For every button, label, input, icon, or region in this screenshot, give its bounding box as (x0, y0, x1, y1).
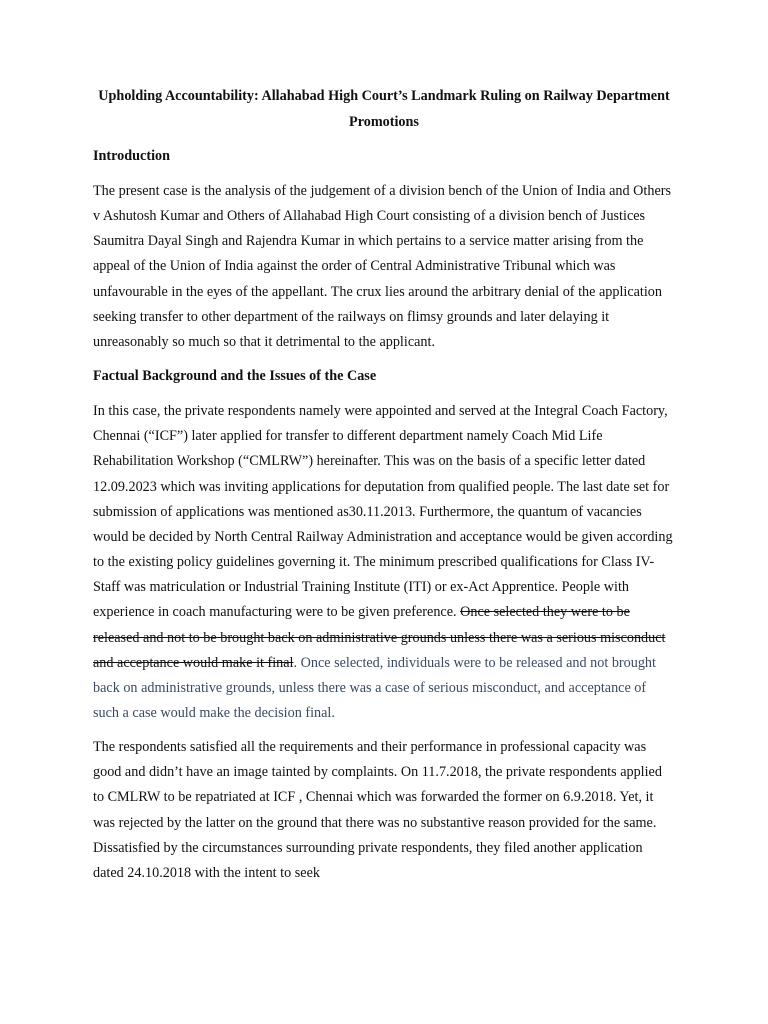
facts-text: In this case, the private respondents namely were appointed and served at the Integral Coach Factory, Chennai (“ICF”) later applied for transfer to different department namely Coach Mid Life Rehabilitation Workshop (“CMLRW”) hereinafter. This was on the basis of a specific letter dated 12.09.2023 which was inviting applications for deputation from qualified people. The last date set for submission of applications was mentioned as30.11.2013. Furthermore, the quantum of vacancies would be decided by North Central Railway Administration and acceptance would be given according to the existing policy guidelines governing it. The minimum prescribed qualifications for Class IV- Staff was matriculation or Industrial Training Institute (ITI) or ex-Act Apprentice. People with experience in coach manufacturing were to be given preference. (93, 403, 673, 621)
introduction-paragraph: The present case is the analysis of the judgement of a division bench of the Union of India and Others v Ashutosh Kumar and Others of Allahabad High Court consisting of a division bench of Justices Saumitra Dayal Singh and Rajendra Kumar in which pertains to a service matter arising from the appeal of the Union of India against the order of Central Administrative Tribunal which was unfavourable in the eyes of the appellant. The crux lies around the arbitrary denial of the application seeking transfer to other department of the railways on flimsy grounds and later delaying it unreasonably so much so that it detrimental to the applicant. (93, 183, 671, 350)
introduction-heading: Introduction (93, 148, 170, 164)
facts-paragraph (93, 399, 675, 726)
struck-text: Once selected they were to be released and not to be brought back on administrative grounds unless there was a serious misconduct and acceptance would make it final (93, 604, 666, 671)
facts-heading: Factual Background and the Issues of the Case (93, 368, 377, 385)
respondents-paragraph: The respondents satisfied all the requirements and their performance in professional capacity was good and didn’t have an image tainted by complaints. On 11.7.2018, the private respondents applied to CMLRW to be repatriated at ICF , Chennai which was forwarded the former on 6.9.2018. Yet, it was rejected by the latter on the ground that there was no substantive reason provided for the same. Dissatisfied by the circumstances surrounding private respondents, they filed another application dated 24.10.2018 with the intent to seek (93, 739, 662, 881)
revised-text: . Once selected, individuals were to be released and not brought back on administrative grounds, unless there was a case of serious misconduct, and acceptance of such a case would make the decision final. (93, 654, 656, 721)
document-title: Upholding Accountability: Allahabad High Court’s Landmark Ruling on Railway Department Promotions (98, 88, 670, 130)
